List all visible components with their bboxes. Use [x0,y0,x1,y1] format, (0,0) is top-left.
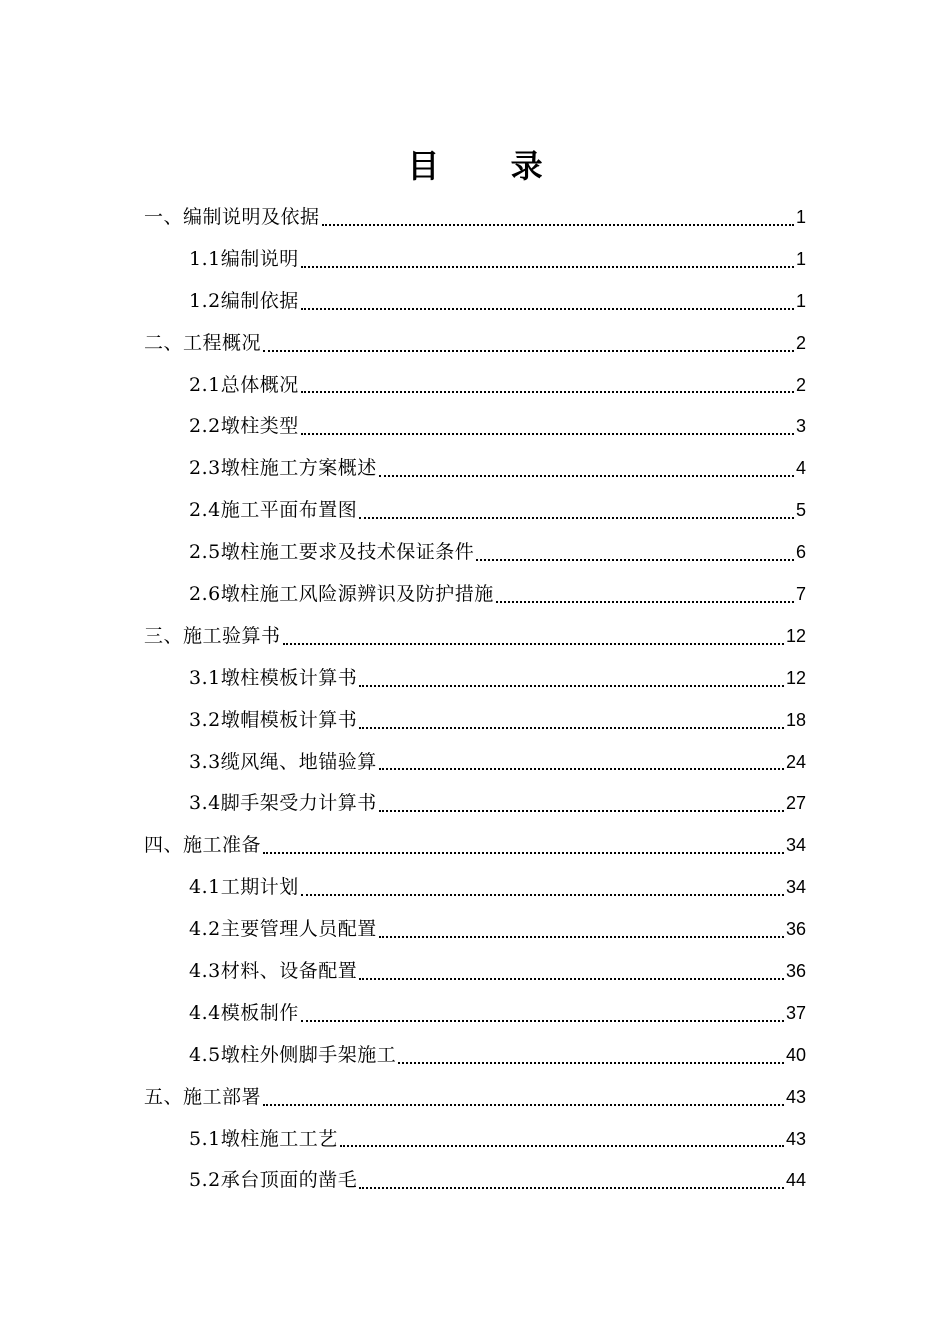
toc-entry-text: 4.1工期计划 [189,876,299,899]
toc-entry-text: 3.1墩柱模板计算书 [189,666,358,689]
toc-page-number: 43 [785,1128,806,1149]
toc-entry-text: 2.1总体概况 [189,373,299,396]
toc-entry-text: 3.3缆风绳、地锚验算 [189,750,377,773]
toc-dot-leader [359,727,784,729]
toc-entry-text: 一、编制说明及依据 [144,205,320,228]
toc-dot-leader [379,475,794,477]
toc-entry-sub[interactable] [144,657,806,699]
toc-entry-sub[interactable] [144,908,806,950]
toc-entry-text: 4.4模板制作 [189,1001,299,1024]
toc-entry-text: 三、施工验算书 [144,624,281,647]
toc-entry-sub[interactable] [144,280,806,322]
toc-entry-sub[interactable] [144,1159,806,1201]
toc-dot-leader [496,601,794,603]
toc-entry-text: 2.2墩柱类型 [189,415,299,438]
toc-entry-text: 1.1编制说明 [189,247,299,270]
toc-entry-text: 4.5墩柱外侧脚手架施工 [189,1043,397,1066]
toc-dot-leader [379,768,784,770]
toc-entry-sub[interactable] [144,950,806,992]
toc-dot-leader [359,685,784,687]
toc-dot-leader [359,517,794,519]
toc-entry-text: 四、施工准备 [144,834,262,857]
toc-dot-leader [301,266,794,268]
toc-dot-leader [398,1062,784,1064]
toc-page-number: 34 [785,877,806,898]
toc-entry-text: 3.2墩帽模板计算书 [189,708,358,731]
toc-entry-sub[interactable] [144,1034,806,1076]
toc-page-number: 27 [785,793,806,814]
toc-page-number: 40 [785,1044,806,1065]
toc-dot-leader [301,894,784,896]
toc-dot-leader [301,433,794,435]
toc-dot-leader [283,643,784,645]
toc-dot-leader [301,308,794,310]
toc-dot-leader [301,1020,784,1022]
toc-entry-text: 5.2承台顶面的凿毛 [189,1169,358,1192]
toc-entry-sub[interactable] [144,531,806,573]
toc-dot-leader [301,391,794,393]
toc-page-number: 1 [795,248,806,269]
toc-page-number: 43 [785,1086,806,1107]
toc-page-number: 1 [795,290,806,311]
toc-list [144,196,806,1201]
toc-entry-text: 3.4脚手架受力计算书 [189,792,377,815]
toc-entry-text: 2.5墩柱施工要求及技术保证条件 [189,541,475,564]
toc-entry-sub[interactable] [144,405,806,447]
toc-entry-sub[interactable] [144,489,806,531]
toc-entry-sub[interactable] [144,573,806,615]
toc-page-number: 36 [785,919,806,940]
toc-page-number: 3 [795,416,806,437]
toc-entry-section[interactable] [144,196,806,238]
toc-page-number: 12 [785,667,806,688]
toc-entry-sub[interactable] [144,447,806,489]
toc-entry-text: 4.3材料、设备配置 [189,959,358,982]
toc-entry-section[interactable] [144,615,806,657]
toc-dot-leader [340,1145,784,1147]
toc-entry-sub[interactable] [144,992,806,1034]
toc-entry-sub[interactable] [144,238,806,280]
toc-entry-section[interactable] [144,824,806,866]
toc-dot-leader [379,810,784,812]
toc-entry-sub[interactable] [144,741,806,783]
toc-title: 目 录 [407,147,573,185]
toc-entry-sub[interactable] [144,699,806,741]
toc-entry-text: 二、工程概况 [144,331,262,354]
toc-dot-leader [359,978,784,980]
toc-page-number: 12 [785,625,806,646]
toc-dot-leader [263,1104,784,1106]
toc-page-number: 24 [785,751,806,772]
toc-page-number: 6 [795,542,806,563]
toc-page-number: 4 [795,458,806,479]
toc-page-number: 37 [785,1002,806,1023]
toc-dot-leader [379,936,784,938]
toc-page-number: 2 [795,332,806,353]
toc-dot-leader [322,224,794,226]
toc-entry-text: 1.2编制依据 [189,289,299,312]
toc-page-number: 7 [795,583,806,604]
toc-dot-leader [476,559,794,561]
toc-page-number: 2 [795,374,806,395]
toc-page-number: 44 [785,1170,806,1191]
toc-dot-leader [263,350,794,352]
toc-entry-sub[interactable] [144,1118,806,1160]
toc-entry-sub[interactable] [144,782,806,824]
toc-entry-section[interactable] [144,1076,806,1118]
toc-entry-text: 2.6墩柱施工风险源辨识及防护措施 [189,582,494,605]
toc-page-number: 34 [785,835,806,856]
toc-entry-text: 5.1墩柱施工工艺 [189,1127,338,1150]
toc-entry-text: 五、施工部署 [144,1085,262,1108]
toc-page-number: 1 [795,206,806,227]
toc-entry-text: 2.3墩柱施工方案概述 [189,457,377,480]
toc-dot-leader [263,852,784,854]
toc-page-number: 36 [785,960,806,981]
toc-entry-sub[interactable] [144,364,806,406]
toc-dot-leader [359,1187,784,1189]
toc-entry-sub[interactable] [144,866,806,908]
toc-page-number: 5 [795,500,806,521]
toc-entry-text: 2.4施工平面布置图 [189,499,358,522]
toc-entry-section[interactable] [144,322,806,364]
toc-entry-text: 4.2主要管理人员配置 [189,918,377,941]
toc-page-number: 18 [785,709,806,730]
